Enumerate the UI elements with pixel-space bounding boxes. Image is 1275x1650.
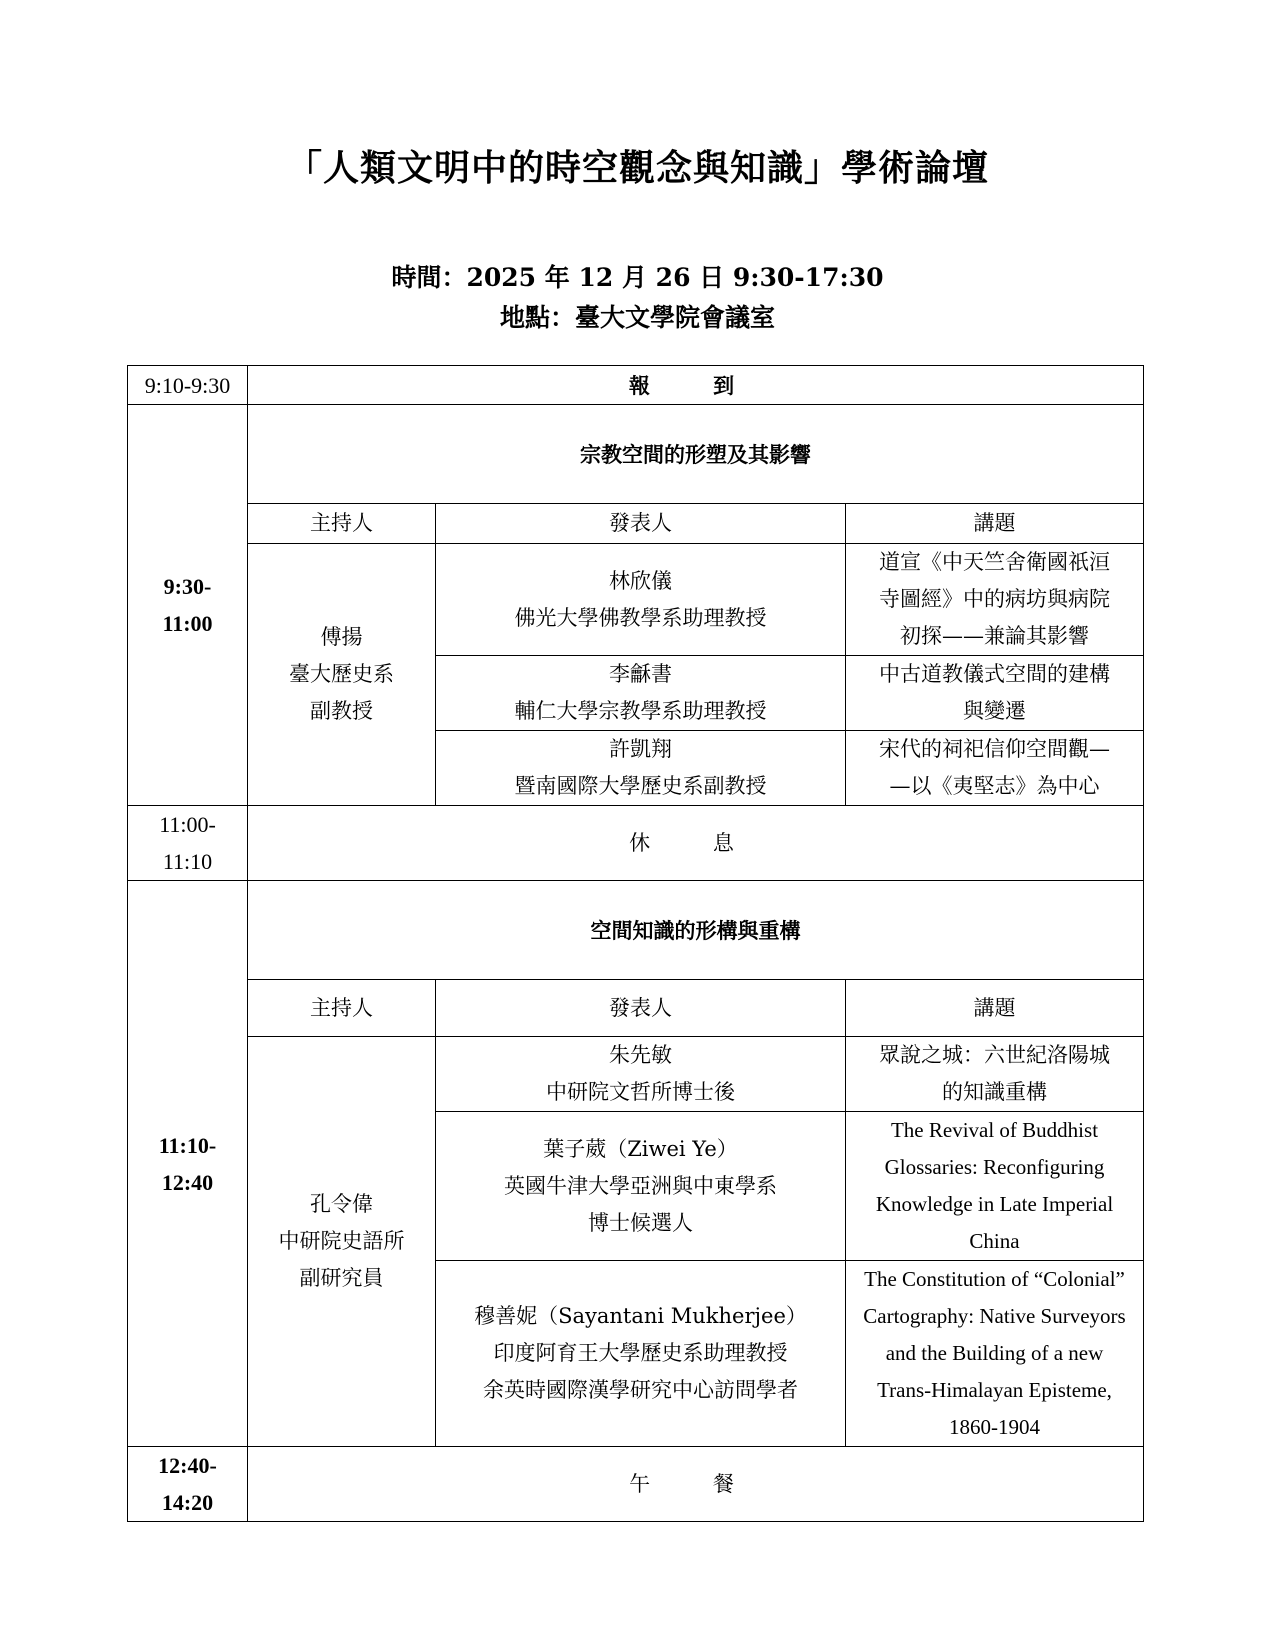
- presenter-affiliation: 博士候選人: [588, 1210, 693, 1235]
- topic-line: —以《夷堅志》為中心: [889, 774, 1100, 798]
- topic-line: 中古道教儀式空間的建構: [879, 662, 1110, 686]
- session2-host: [248, 1037, 436, 1447]
- presenter-name: 許凱翔: [609, 737, 672, 761]
- event-location: 地點：臺大文學院會議室: [499, 303, 775, 332]
- topic-line: 1860-1904: [949, 1415, 1040, 1439]
- presenter-cell: [436, 1037, 846, 1112]
- topic-line: 道宣《中天竺舍衛國祇洹: [879, 550, 1110, 574]
- lunch-time-start: 12:40-: [158, 1453, 217, 1478]
- session2-title-row: [128, 881, 1144, 980]
- topic-line: Knowledge in Late Imperial: [875, 1192, 1114, 1216]
- session2-time-start: 11:10-: [158, 1132, 217, 1158]
- presenter-affiliation: 輔仁大學宗教學系助理教授: [514, 699, 767, 723]
- host-rank: 副教授: [310, 699, 373, 723]
- presenter-affiliation: 暨南國際大學歷史系副教授: [514, 774, 767, 798]
- topic-cell: [846, 1037, 1144, 1112]
- presenter-affiliation: 佛光大學佛教學系助理教授: [514, 605, 767, 630]
- host-name: 孔令偉: [310, 1192, 373, 1216]
- agenda-table: [127, 365, 1144, 1522]
- presenter-cell: [436, 544, 846, 656]
- presenter-cell: [436, 1112, 846, 1261]
- host-dept: 臺大歷史系: [289, 662, 394, 686]
- break-label: 休 息: [248, 806, 1144, 881]
- topic-cell: [846, 1112, 1144, 1261]
- presenter-affiliation: 英國牛津大學亞洲與中東學系: [504, 1173, 777, 1198]
- host-dept: 中研院史語所: [278, 1229, 405, 1253]
- lunch-time: [128, 1447, 248, 1522]
- lunch-label: 午 餐: [248, 1447, 1144, 1522]
- session1-title: 宗教空間的形塑及其影響: [248, 405, 1144, 504]
- topic-line: Trans-Himalayan Episteme,: [877, 1378, 1112, 1402]
- lunch-time-end: 14:20: [161, 1490, 214, 1515]
- break-time-start: 11:00-: [159, 812, 216, 837]
- session1-time-end: 11:00: [162, 611, 213, 636]
- presenter-name: 林欣儀: [609, 568, 672, 593]
- header-topic: 講題: [846, 504, 1144, 544]
- topic-cell: [846, 731, 1144, 806]
- topic-line: and the Building of a new: [885, 1341, 1104, 1365]
- session1-time-start: 9:30-: [163, 574, 212, 599]
- header-host: 主持人: [248, 504, 436, 544]
- presenter-name: 朱先敏: [609, 1043, 672, 1067]
- session2-time: [128, 881, 248, 1447]
- header-topic: 講題: [846, 980, 1144, 1037]
- table-row: [128, 544, 1144, 656]
- presenter-affiliation: 印度阿育王大學歷史系助理教授: [493, 1341, 788, 1365]
- topic-line: 與變遷: [963, 699, 1026, 723]
- topic-cell: [846, 544, 1144, 656]
- header-host: 主持人: [248, 980, 436, 1037]
- presenter-affiliation: 余英時國際漢學研究中心訪問學者: [483, 1378, 798, 1402]
- presenter-name: 穆善妮（Sayantani Mukherjee）: [474, 1304, 807, 1328]
- table-row: [128, 1037, 1144, 1112]
- presenter-name: 李龢書: [609, 662, 672, 686]
- topic-line: The Constitution of “Colonial”: [864, 1267, 1125, 1291]
- topic-cell: [846, 1261, 1144, 1447]
- presenter-cell: [436, 656, 846, 731]
- header-presenter: 發表人: [436, 504, 846, 544]
- registration-row: [128, 366, 1144, 405]
- session1-time: [128, 405, 248, 806]
- page-title: 「人類文明中的時空觀念與知識」學術論壇: [285, 147, 989, 189]
- session2-title: 空間知識的形構與重構: [248, 881, 1144, 980]
- presenter-cell: [436, 1261, 846, 1447]
- topic-line: 宋代的祠祀信仰空間觀—: [879, 737, 1110, 761]
- break-row: [128, 806, 1144, 881]
- host-name: 傅揚: [320, 625, 363, 649]
- session1-header-row: [128, 504, 1144, 544]
- topic-line: Cartography: Native Surveyors: [863, 1304, 1126, 1328]
- presenter-cell: [436, 731, 846, 806]
- topic-line: 的知識重構: [942, 1080, 1047, 1104]
- topic-line: China: [969, 1229, 1020, 1253]
- header-presenter: 發表人: [436, 980, 846, 1037]
- topic-line: Glossaries: Reconfiguring: [884, 1155, 1105, 1179]
- session2-time-end: 12:40: [161, 1169, 214, 1195]
- presenter-affiliation: 中研院文哲所博士後: [546, 1080, 735, 1104]
- session2-header-row: [128, 980, 1144, 1037]
- registration-label: 報 到: [248, 366, 1144, 405]
- break-time-end: 11:10: [162, 849, 213, 874]
- registration-time: 9:10-9:30: [128, 366, 248, 405]
- topic-line: 初探——兼論其影響: [900, 624, 1089, 648]
- lunch-row: [128, 1447, 1144, 1522]
- topic-line: 寺圖經》中的病坊與病院: [879, 587, 1110, 611]
- topic-cell: [846, 656, 1144, 731]
- event-time: 時間：2025 年 12 月 26 日 9:30-17:30: [391, 263, 884, 292]
- topic-line: 眾說之城：六世紀洛陽城: [879, 1043, 1110, 1067]
- topic-line: The Revival of Buddhist: [890, 1118, 1099, 1142]
- session1-host: [248, 544, 436, 806]
- presenter-name: 葉子葳（Ziwei Ye）: [543, 1136, 738, 1161]
- host-rank: 副研究員: [299, 1266, 384, 1290]
- break-time: [128, 806, 248, 881]
- session1-title-row: [128, 405, 1144, 504]
